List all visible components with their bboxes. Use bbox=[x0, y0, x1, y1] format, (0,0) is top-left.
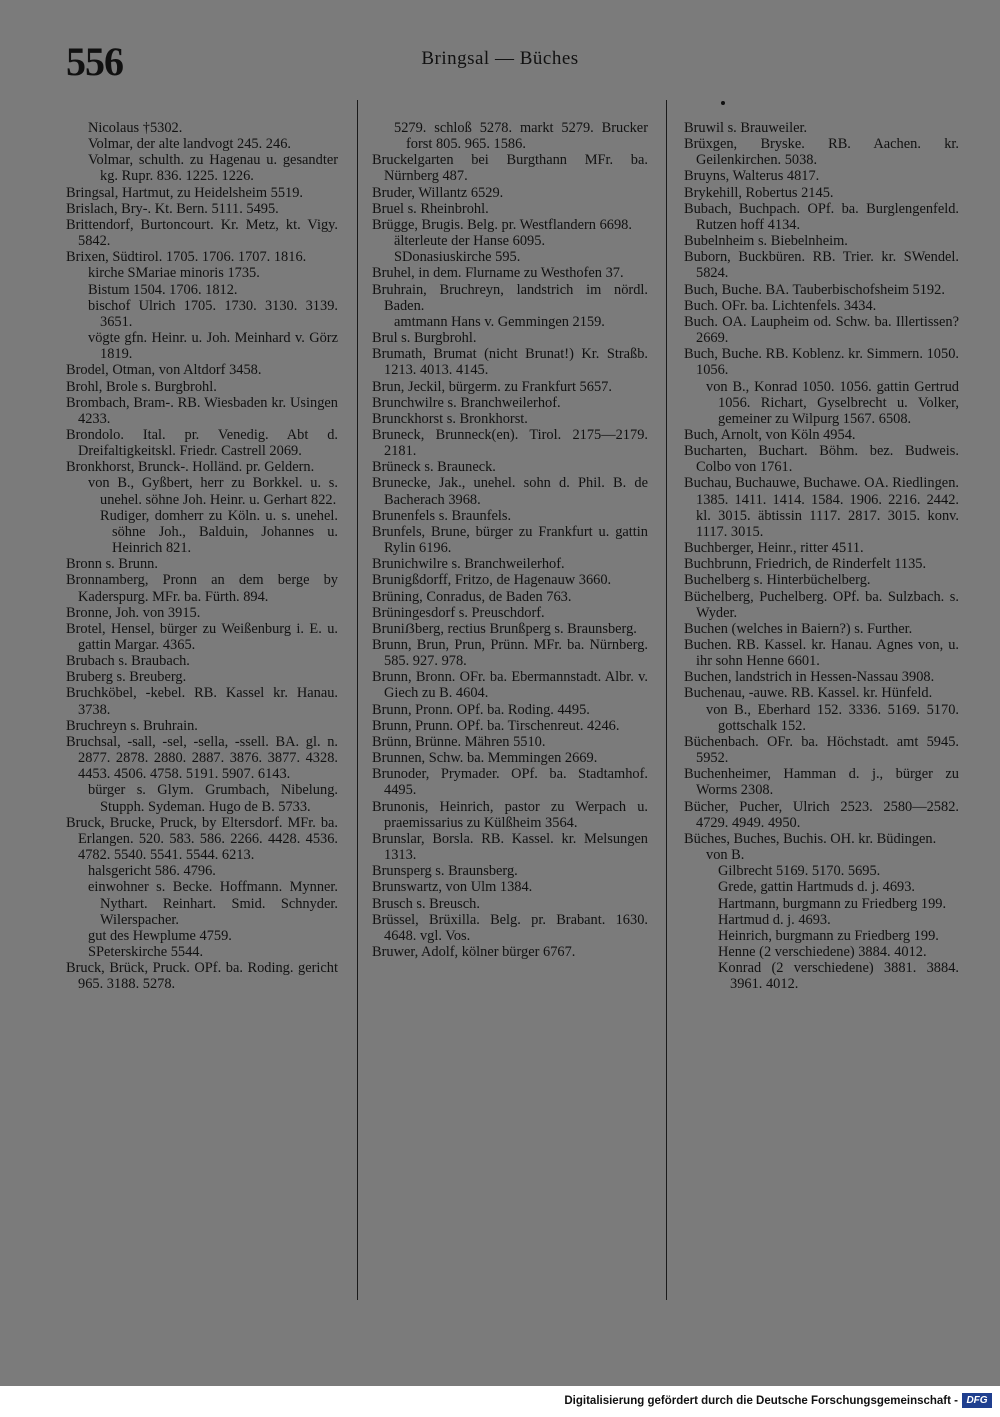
index-entry: Brombach, Bram-. RB. Wiesbaden kr. Usingen 4233. bbox=[66, 394, 338, 427]
index-entry: Büchenbach. OFr. ba. Höchstadt. amt 5945. 5952. bbox=[684, 733, 959, 767]
index-entry: Rudiger, domherr zu Köln. u. s. unehel. söhne Joh., Balduin, Johannes u. Heinrich 821. bbox=[100, 507, 338, 557]
index-entry: Bücher, Pucher, Ulrich 2523. 2580—2582. 4729. 4949. 4950. bbox=[684, 798, 959, 831]
index-entry: Buborn, Buckbüren. RB. Trier. kr. SWendel. 5824. bbox=[684, 249, 959, 282]
index-entry: halsgericht 586. 4796. bbox=[88, 863, 216, 880]
index-entry: von B., Gyßbert, herr zu Borkkel. u. s. unehel. söhne Joh. Heinr. u. Gerhart 822. bbox=[88, 475, 338, 508]
index-entry: kirche SMariae minoris 1735. bbox=[88, 265, 260, 282]
index-entry: Bubelnheim s. Biebelnheim. bbox=[684, 233, 848, 250]
index-entry: Bistum 1504. 1706. 1812. bbox=[88, 281, 238, 298]
index-entry: Buch. OA. Laupheim od. Schw. ba. Illertissen? 2669. bbox=[684, 313, 959, 347]
index-entry: Bruyns, Walterus 4817. bbox=[684, 168, 820, 185]
index-entry: Brixen, Südtirol. 1705. 1706. 1707. 1816. bbox=[66, 249, 307, 266]
footer-bar bbox=[0, 1386, 1000, 1417]
index-entry: Buchbrunn, Friedrich, de Rinderfelt 1135. bbox=[684, 556, 927, 573]
index-entry: Brunonis, Heinrich, pastor zu Werpach u. praemissarius zu Külßheim 3564. bbox=[372, 798, 648, 831]
index-entry: Brittendorf, Burtoncourt. Kr. Metz, kt. Vigy. 5842. bbox=[66, 216, 338, 250]
index-entry: Buch, Arnolt, von Köln 4954. bbox=[684, 426, 856, 443]
index-entry: Brüssel, Brüxilla. Belg. pr. Brabant. 1630. 4648. vgl. Vos. bbox=[372, 911, 648, 944]
index-entry: Bruck, Brucke, Pruck, by Eltersdorf. MFr. ba. Erlangen. 520. 583. 586. 2266. 4428. 4536. 4782. 5540. 5541. 5544. 6213. bbox=[66, 814, 338, 864]
index-entry: Bruwer, Adolf, kölner bürger 6767. bbox=[372, 943, 576, 960]
index-entry: Bucharten, Buchart. Böhm. bez. Budweis. Colbo von 1761. bbox=[684, 443, 959, 476]
index-entry: Buch, Buche. BA. Tauberbischofsheim 5192. bbox=[684, 281, 945, 298]
index-entry: Henne (2 verschiedene) 3884. 4012. bbox=[718, 943, 927, 960]
index-entry: Bronkhorst, Brunck-. Holländ. pr. Geldern. bbox=[66, 459, 315, 476]
index-entry: Brunnen, Schw. ba. Memmingen 2669. bbox=[372, 750, 598, 767]
index-entry: älterleute der Hanse 6095. bbox=[394, 233, 546, 250]
index-entry: Brunn, Bronn. OFr. ba. Ebermannstadt. Albr. v. Giech zu B. 4604. bbox=[372, 669, 648, 702]
index-entry: Brüning, Conradus, de Baden 763. bbox=[372, 588, 572, 605]
index-entry: Brunsperg s. Braunsberg. bbox=[372, 863, 518, 880]
index-entry: Volmar, schulth. zu Hagenau u. gesandter kg. Rupr. 836. 1225. 1226. bbox=[88, 152, 338, 185]
index-entry: Buch, Buche. RB. Koblenz. kr. Simmern. 1050. 1056. bbox=[684, 346, 959, 379]
index-entry: Heinrich, burgmann zu Friedberg 199. bbox=[718, 927, 939, 944]
dfg-logo: DFG bbox=[962, 1393, 992, 1408]
index-entry: Bruchreyn s. Bruhrain. bbox=[66, 717, 198, 734]
index-entry: Bruhrain, Bruchreyn, landstrich im nördl. Baden. bbox=[372, 281, 648, 314]
index-entry: SPeterskirche 5544. bbox=[88, 943, 204, 960]
index-entry: vögte gfn. Heinr. u. Joh. Meinhard v. Görz 1819. bbox=[88, 330, 338, 363]
index-entry: Bubach, Buchpach. OPf. ba. Burglengenfeld. Rutzen hoff 4134. bbox=[684, 200, 959, 233]
index-entry: Nicolaus †5302. bbox=[88, 120, 183, 136]
page-number: 556 bbox=[66, 39, 123, 84]
index-entry: Bronn s. Brunn. bbox=[66, 556, 158, 573]
index-entry: Grede, gattin Hartmuds d. j. 4693. bbox=[718, 879, 916, 896]
index-entry: einwohner s. Becke. Hoffmann. Mynner. Nythart. Reinhart. Smid. Schnyder. Wilerspacher. bbox=[88, 879, 338, 928]
index-entry: Büchelberg, Puchelberg. OPf. ba. Sulzbach. s. Wyder. bbox=[684, 588, 959, 621]
index-entry: Buchen (welches in Baiern?) s. Further. bbox=[684, 620, 913, 637]
index-entry: von B., Konrad 1050. 1056. gattin Gertrud 1056. Richart, Gyselbrecht u. Volker, gemeiner zu Wilpurg 1567. 6508. bbox=[706, 378, 959, 427]
index-entry: Buchberger, Heinr., ritter 4511. bbox=[684, 540, 864, 557]
index-column-3 bbox=[684, 120, 959, 992]
index-entry: Buchenheimer, Hamman d. j., bürger zu Worms 2308. bbox=[684, 766, 959, 799]
index-entry: Brüningesdorf s. Preuschdorf. bbox=[372, 604, 545, 621]
bullet-mark bbox=[721, 101, 725, 105]
column-rule-left bbox=[357, 100, 358, 1300]
index-entry: Brunn, Brun, Prun, Prünn. MFr. ba. Nürnberg. 585. 927. 978. bbox=[372, 637, 648, 670]
index-entry: Brusch s. Breusch. bbox=[372, 895, 480, 912]
index-entry: bischof Ulrich 1705. 1730. 3130. 3139. 3651. bbox=[88, 297, 338, 330]
index-entry: Bruckelgarten bei Burgthann MFr. ba. Nürnberg 487. bbox=[372, 152, 648, 185]
index-entry: Gilbrecht 5169. 5170. 5695. bbox=[718, 863, 881, 880]
index-entry: Brubach s. Braubach. bbox=[66, 653, 190, 670]
index-entry: Brondolo. Ital. pr. Venedig. Abt d. Dreifaltigkeitskl. Friedr. Castrell 2069. bbox=[66, 426, 338, 460]
index-entry: Brüxgen, Bryske. RB. Aachen. kr. Geilenkirchen. 5038. bbox=[684, 136, 959, 169]
index-entry: Bruneck, Brunneck(en). Tirol. 2175—2179. 2181. bbox=[372, 426, 648, 460]
index-entry: Brunckhorst s. Bronkhorst. bbox=[372, 410, 528, 427]
index-entry: Brügge, Brugis. Belg. pr. Westflandern 6698. bbox=[372, 216, 632, 233]
index-entry: Bronnamberg, Pronn an dem berge by Kaderspurg. MFr. ba. Fürth. 894. bbox=[66, 572, 338, 605]
index-entry: amtmann Hans v. Gemmingen 2159. bbox=[394, 313, 605, 330]
index-entry: 5279. schloß 5278. markt 5279. Brucker forst 805. 965. 1586. bbox=[394, 120, 648, 153]
index-entry: Bruchköbel, -kebel. RB. Kassel kr. Hanau. 3738. bbox=[66, 685, 338, 718]
index-entry: Bruwil s. Brauweiler. bbox=[684, 120, 808, 136]
index-entry: Brunchwilre s. Branchweilerhof. bbox=[372, 394, 561, 411]
index-entry: Bronne, Joh. von 3915. bbox=[66, 604, 201, 621]
index-entry: Brun, Jeckil, bürgerm. zu Frankfurt 5657. bbox=[372, 378, 612, 395]
index-entry: Buchenau, -auwe. RB. Kassel. kr. Hünfeld. bbox=[684, 685, 933, 702]
index-entry: Brüneck s. Brauneck. bbox=[372, 459, 496, 476]
index-entry: bürger s. Glym. Grumbach, Nibelung. Stupph. Sydeman. Hugo de B. 5733. bbox=[88, 782, 338, 815]
index-entry: Brunn, Pronn. OPf. ba. Roding. 4495. bbox=[372, 701, 590, 718]
index-entry: von B. bbox=[706, 847, 745, 864]
index-entry: Bruder, Willantz 6529. bbox=[372, 184, 504, 201]
index-column-1 bbox=[66, 120, 338, 992]
index-entry: Buchen, landstrich in Hessen-Nassau 3908. bbox=[684, 669, 935, 686]
index-entry: gut des Hewplume 4759. bbox=[88, 927, 232, 944]
index-entry: Bruhel, in dem. Flurname zu Westhofen 37. bbox=[372, 265, 624, 282]
index-entry: Büches, Buches, Buchis. OH. kr. Büdingen. bbox=[684, 830, 937, 847]
index-entry: Hartmud d. j. 4693. bbox=[718, 911, 831, 928]
index-entry: Brunenfels s. Braunfels. bbox=[372, 507, 512, 524]
index-entry: Buch. OFr. ba. Lichtenfels. 3434. bbox=[684, 297, 877, 314]
index-entry: Brunigßdorff, Fritzo, de Hagenauw 3660. bbox=[372, 572, 612, 589]
index-entry: Brohl, Brole s. Burgbrohl. bbox=[66, 378, 217, 395]
index-entry: Brunslar, Borsla. RB. Kassel. kr. Melsungen 1313. bbox=[372, 830, 648, 864]
index-entry: Bruniẞberg, rectius Brunßperg s. Braunsberg. bbox=[372, 620, 637, 637]
index-entry: Bringsal, Hartmut, zu Heidelsheim 5519. bbox=[66, 184, 304, 201]
index-entry: Buchau, Buchauwe, Buchawe. OA. Riedlingen. 1385. 1411. 1414. 1584. 1906. 2216. 2442. kl. 3015. äbtissin 1117. 2817. 3015. konv. 1117. 3015. bbox=[684, 475, 959, 540]
index-entry: Bruck, Brück, Pruck. OPf. ba. Roding. gericht 965. 3188. 5278. bbox=[66, 960, 338, 993]
index-entry: Buchen. RB. Kassel. kr. Hanau. Agnes von, u. ihr sohn Henne 6601. bbox=[684, 637, 959, 670]
index-entry: Brul s. Burgbrohl. bbox=[372, 330, 477, 347]
index-entry: Bruberg s. Breuberg. bbox=[66, 669, 187, 686]
index-entry: Brodel, Otman, von Altdorf 3458. bbox=[66, 362, 262, 379]
index-entry: Buchelberg s. Hinterbüchelberg. bbox=[684, 572, 871, 589]
column-rule-right bbox=[666, 100, 667, 1300]
index-entry: Brumath, Brumat (nicht Brunat!) Kr. Straßb. 1213. 4013. 4145. bbox=[372, 346, 648, 379]
running-head: Bringsal — Büches bbox=[421, 48, 579, 69]
index-entry: von B., Eberhard 152. 3336. 5169. 5170. gottschalk 152. bbox=[706, 701, 959, 734]
index-entry: Brunecke, Jak., unehel. sohn d. Phil. B. de Bacherach 3968. bbox=[372, 475, 648, 508]
index-entry: Konrad (2 verschiedene) 3881. 3884. 3961. 4012. bbox=[718, 960, 959, 993]
index-entry: Brunn, Prunn. OPf. ba. Tirschenreut. 4246. bbox=[372, 717, 620, 734]
index-entry: Volmar, der alte landvogt 245. 246. bbox=[88, 136, 291, 153]
index-entry: Bruel s. Rheinbrohl. bbox=[372, 200, 489, 217]
index-entry: Brykehill, Robertus 2145. bbox=[684, 184, 834, 201]
index-entry: Brünn, Brünne. Mähren 5510. bbox=[372, 733, 546, 750]
index-entry: Brotel, Hensel, bürger zu Weißenburg i. E. u. gattin Margar. 4365. bbox=[66, 620, 338, 653]
index-entry: SDonasiuskirche 595. bbox=[394, 249, 521, 266]
index-column-2 bbox=[372, 120, 648, 960]
footer-text: Digitalisierung gefördert durch die Deutsche Forschungsgemeinschaft - bbox=[564, 1395, 958, 1407]
index-entry: Brunoder, Prymader. OPf. ba. Stadtamhof. 4495. bbox=[372, 766, 648, 799]
index-entry: Brunfels, Brune, bürger zu Frankfurt u. gattin Rylin 6196. bbox=[372, 523, 648, 557]
index-entry: Bruchsal, -sall, -sel, -sella, -ssell. BA. gl. n. 2877. 2878. 2880. 2887. 3876. 3877. 4328. 4453. 4506. 4758. 5191. 5907. 6143. bbox=[66, 733, 338, 783]
index-entry: Hartmann, burgmann zu Friedberg 199. bbox=[718, 895, 947, 912]
index-entry: Brunswartz, von Ulm 1384. bbox=[372, 879, 533, 896]
index-entry: Brislach, Bry-. Kt. Bern. 5111. 5495. bbox=[66, 200, 279, 217]
index-entry: Brunichwilre s. Branchweilerhof. bbox=[372, 556, 565, 573]
